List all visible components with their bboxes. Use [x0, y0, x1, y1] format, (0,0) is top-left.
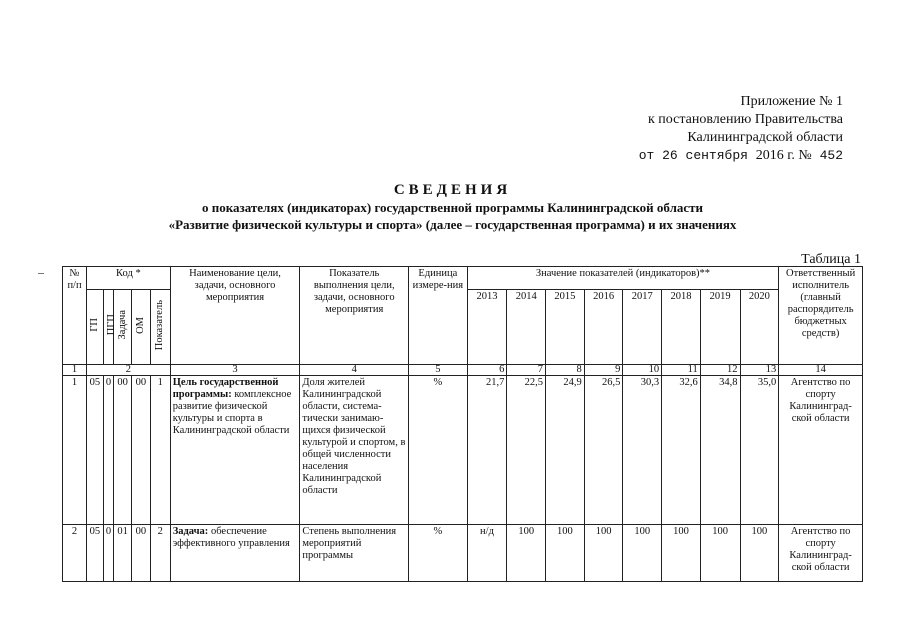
- row-code: 05: [87, 376, 104, 525]
- header-code-task: [114, 290, 132, 365]
- appendix-year: 2016 г. №: [755, 148, 812, 163]
- header-num: № п/п: [63, 267, 87, 365]
- row-indicator: Степень выполнения мероприятий программы: [300, 525, 409, 582]
- row-value: н/д: [467, 525, 507, 582]
- header-year: 2013: [467, 290, 507, 365]
- title-line-2: о показателях (индикаторах) государственной программы Калининградской области: [201, 200, 704, 215]
- header-code-indicator-label: Показатель: [154, 299, 166, 351]
- row-value: 32,6: [662, 376, 701, 525]
- title-line-3: «Развитие физической культуры и спорта» (далее – государственная программа) и их значениях: [168, 217, 737, 232]
- row-value: 30,3: [623, 376, 662, 525]
- column-number: 10: [623, 365, 662, 376]
- row-value: 100: [546, 525, 585, 582]
- header-year: 2014: [507, 290, 546, 365]
- table-row: [63, 376, 863, 525]
- row-num: 2: [63, 525, 87, 582]
- row-num: 1: [63, 376, 87, 525]
- row-indicator: Доля жителей Калининградской области, система-тически занимаю-щихся физической культурой и спортом, в общей численности населения Калининградской области: [300, 376, 409, 525]
- column-numbers-row: [63, 365, 863, 376]
- header-year: 2016: [584, 290, 623, 365]
- row-value: 34,8: [700, 376, 740, 525]
- row-unit: %: [409, 525, 468, 582]
- header-executor: Ответственный исполнитель (главный распорядитель бюджетных средств): [779, 267, 863, 365]
- row-code: 05: [87, 525, 104, 582]
- header-values: Значение показателей (индикаторов)**: [467, 267, 779, 290]
- column-number: 13: [740, 365, 779, 376]
- row-name: [170, 376, 300, 525]
- row-name-bold: Задача:: [172, 526, 209, 537]
- appendix-line-2: к постановлению Правительства: [647, 112, 843, 127]
- row-code: 0: [103, 376, 113, 525]
- header-code-task-label: Задача: [116, 310, 128, 340]
- margin-mark: [38, 273, 44, 274]
- row-value: 22,5: [507, 376, 546, 525]
- document-title: [0, 181, 905, 233]
- title-heading: СВЕДЕНИЯ: [393, 182, 512, 198]
- row-executor: Агентство по спорту Калининград-ской области: [779, 525, 863, 582]
- header-code-om-label: ОМ: [134, 316, 146, 334]
- header-year: 2020: [740, 290, 779, 365]
- row-value: 26,5: [584, 376, 623, 525]
- table-row: [63, 525, 863, 582]
- row-name-text: обеспечение эффективного управления: [172, 526, 290, 549]
- header-code-om: [131, 290, 150, 365]
- header-code-indicator: [150, 290, 170, 365]
- appendix-block: [639, 93, 843, 165]
- row-value: 100: [740, 525, 779, 582]
- header-code-gp-label: ГП: [89, 318, 101, 332]
- row-name: [170, 525, 300, 582]
- column-number: 1: [63, 365, 87, 376]
- header-name: Наименование цели, задачи, основного мероприятия: [170, 267, 300, 365]
- header-code-gp: [87, 290, 104, 365]
- row-code: 00: [114, 376, 132, 525]
- row-name-bold: Цель государственной программы:: [172, 377, 279, 400]
- column-number: 9: [584, 365, 623, 376]
- header-code-pgp: [103, 290, 117, 365]
- header-code: Код *: [87, 267, 171, 290]
- header-indicator: Показатель выполнения цели, задачи, основного мероприятия: [300, 267, 409, 365]
- column-number: 4: [300, 365, 409, 376]
- row-code: 00: [131, 376, 150, 525]
- indicators-table: [62, 266, 863, 582]
- column-number: 11: [662, 365, 701, 376]
- column-number: 14: [779, 365, 863, 376]
- row-value: 100: [507, 525, 546, 582]
- header-year: 2019: [700, 290, 740, 365]
- row-value: 35,0: [740, 376, 779, 525]
- header-year: 2017: [623, 290, 662, 365]
- column-number: 12: [700, 365, 740, 376]
- table-label: Таблица 1: [801, 252, 861, 267]
- column-number: 6: [467, 365, 507, 376]
- row-value: 24,9: [546, 376, 585, 525]
- header-year: 2018: [662, 290, 701, 365]
- row-name-text: комплексное развитие физической культуры и спорта в Калининградской области: [172, 389, 292, 436]
- row-executor: Агентство по спорту Калининград-ской области: [779, 376, 863, 525]
- appendix-date-line: [639, 147, 843, 165]
- row-unit: %: [409, 376, 468, 525]
- row-value: 21,7: [467, 376, 507, 525]
- column-number: 7: [507, 365, 546, 376]
- appendix-line-3: Калининградской области: [687, 130, 843, 145]
- row-value: 100: [623, 525, 662, 582]
- row-code: 2: [150, 525, 170, 582]
- appendix-number: 452: [819, 148, 843, 163]
- appendix-date: от 26 сентября: [638, 148, 748, 163]
- appendix-line-1: Приложение № 1: [740, 94, 843, 109]
- column-number: 5: [409, 365, 468, 376]
- header-year: 2015: [546, 290, 585, 365]
- row-code: 0: [103, 525, 113, 582]
- row-code: 01: [114, 525, 132, 582]
- row-value: 100: [584, 525, 623, 582]
- header-code-pgp-label: ПГП: [105, 314, 117, 336]
- header-row-1: [63, 267, 863, 290]
- row-code: 1: [150, 376, 170, 525]
- row-code: 00: [131, 525, 150, 582]
- column-number: 3: [170, 365, 300, 376]
- header-unit: Единица измере-ния: [409, 267, 468, 365]
- row-value: 100: [662, 525, 701, 582]
- column-number: 8: [546, 365, 585, 376]
- row-value: 100: [700, 525, 740, 582]
- column-number: 2: [87, 365, 171, 376]
